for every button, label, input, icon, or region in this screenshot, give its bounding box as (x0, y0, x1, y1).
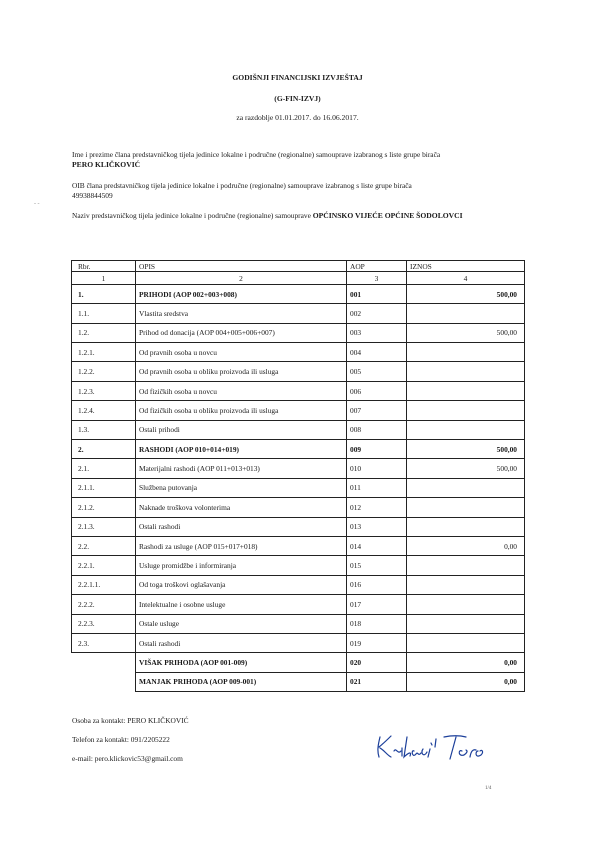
row-description: Od fizičkih osoba u novcu (136, 381, 347, 400)
row-rbr: 1.2.1. (72, 343, 136, 362)
row-rbr: 2.2.1. (72, 556, 136, 575)
row-description: Ostali prihodi (136, 420, 347, 439)
row-amount: 500,00 (407, 440, 525, 459)
contact-person: Osoba za kontakt: PERO KLIČKOVIĆ (72, 716, 189, 725)
member-name-block (72, 150, 524, 169)
table-row (72, 420, 525, 439)
row-aop: 012 (347, 498, 407, 517)
row-aop: 003 (347, 323, 407, 342)
row-description: PRIHODI (AOP 002+003+008) (136, 284, 347, 303)
member-oib-value: 49938844509 (72, 190, 113, 200)
row-aop: 005 (347, 362, 407, 381)
column-number-row (72, 272, 525, 285)
signature-stroke (444, 736, 483, 759)
table-row (72, 672, 525, 691)
table-row (72, 498, 525, 517)
row-description: Od toga troškovi oglašavanja (136, 575, 347, 594)
row-description: Materijalni rashodi (AOP 011+013+013) (136, 459, 347, 478)
representative-body-value: OPĆINSKO VIJEĆE OPĆINE ŠODOLOVCI (312, 211, 463, 220)
row-rbr: 2. (72, 440, 136, 459)
row-amount (407, 362, 525, 381)
row-amount (407, 304, 525, 323)
table-row (72, 478, 525, 497)
row-aop: 014 (347, 536, 407, 555)
row-description: Od fizičkih osoba u obliku proizvoda ili usluga (136, 401, 347, 420)
row-amount (407, 420, 525, 439)
row-description: Rashodi za usluge (AOP 015+017+018) (136, 536, 347, 555)
row-amount: 0,00 (407, 672, 525, 691)
row-amount (407, 595, 525, 614)
row-rbr: 2.2.2. (72, 595, 136, 614)
representative-body-label: Naziv predstavničkog tijela jedinice lokalne i područne (regionalne) samouprave (72, 211, 311, 220)
row-aop: 013 (347, 517, 407, 536)
table-header-row (72, 261, 525, 272)
row-amount (407, 401, 525, 420)
row-amount (407, 575, 525, 594)
row-rbr: 1.2. (72, 323, 136, 342)
row-amount (407, 614, 525, 633)
row-rbr: 2.3. (72, 633, 136, 652)
representative-body-block (72, 211, 524, 221)
row-amount (407, 381, 525, 400)
table-row (72, 653, 525, 672)
row-description: Prihod od donacija (AOP 004+005+006+007) (136, 323, 347, 342)
header-rbr: Rbr. (72, 261, 136, 272)
row-aop: 011 (347, 478, 407, 497)
row-amount: 500,00 (407, 459, 525, 478)
row-aop: 009 (347, 440, 407, 459)
reporting-period: za razdoblje 01.01.2017. do 16.06.2017. (236, 113, 359, 122)
row-aop: 001 (347, 284, 407, 303)
table-row (72, 614, 525, 633)
member-name-label: Ime i prezime člana predstavničkog tijela jedinice lokalne i područne (regionalne) samouprave izabranog s liste grupe birača (72, 150, 441, 159)
row-rbr: 1. (72, 284, 136, 303)
row-amount: 0,00 (407, 536, 525, 555)
row-rbr: 2.1.2. (72, 498, 136, 517)
row-description: Od pravnih osoba u obliku proizvoda ili usluga (136, 362, 347, 381)
table-row (72, 556, 525, 575)
row-rbr: 2.2.3. (72, 614, 136, 633)
table-row (72, 284, 525, 303)
table-row (72, 459, 525, 478)
row-rbr: 1.2.4. (72, 401, 136, 420)
table-row (72, 381, 525, 400)
row-description: Ostali rashodi (136, 633, 347, 652)
member-oib-block (72, 181, 524, 200)
row-aop: 019 (347, 633, 407, 652)
margin-mark: - - (34, 201, 40, 207)
row-description: Službena putovanja (136, 478, 347, 497)
row-rbr: 1.3. (72, 420, 136, 439)
row-rbr: 2.2.1.1. (72, 575, 136, 594)
column-number: 4 (407, 272, 525, 285)
table-row (72, 323, 525, 342)
header-iznos: IZNOS (407, 261, 525, 272)
document-code: (G-FIN-IZVJ) (274, 94, 321, 103)
row-description: RASHODI (AOP 010+014+019) (136, 440, 347, 459)
row-amount (407, 633, 525, 652)
handwritten-signature (374, 729, 524, 765)
table-row (72, 517, 525, 536)
page-mark: 1/4 (485, 786, 492, 791)
row-description: Vlastita sredstva (136, 304, 347, 323)
table-row (72, 343, 525, 362)
column-number: 3 (347, 272, 407, 285)
row-aop: 010 (347, 459, 407, 478)
row-amount (407, 478, 525, 497)
table-row (72, 595, 525, 614)
row-amount: 0,00 (407, 653, 525, 672)
row-rbr: 1.2.2. (72, 362, 136, 381)
row-amount (407, 343, 525, 362)
row-description: MANJAK PRIHODA (AOP 009-001) (136, 672, 347, 691)
table-row (72, 633, 525, 652)
table-row (72, 575, 525, 594)
row-rbr (72, 653, 136, 672)
table-row (72, 401, 525, 420)
document-title: GODIŠNJI FINANCIJSKI IZVJEŠTAJ (232, 73, 363, 82)
row-description: VIŠAK PRIHODA (AOP 001-009) (136, 653, 347, 672)
row-rbr (72, 672, 136, 691)
row-rbr: 2.1.1. (72, 478, 136, 497)
row-aop: 021 (347, 672, 407, 691)
row-description: Ostali rashodi (136, 517, 347, 536)
row-description: Naknade troškova volonterima (136, 498, 347, 517)
row-amount (407, 498, 525, 517)
row-aop: 008 (347, 420, 407, 439)
financial-report-table (71, 260, 525, 692)
row-aop: 002 (347, 304, 407, 323)
row-amount: 500,00 (407, 284, 525, 303)
row-description: Usluge promidžbe i informiranja (136, 556, 347, 575)
header-opis: OPIS (136, 261, 347, 272)
column-number: 1 (72, 272, 136, 285)
table-row (72, 536, 525, 555)
contact-phone: Telefon za kontakt: 091/2205222 (72, 735, 170, 744)
row-aop: 017 (347, 595, 407, 614)
table-row (72, 440, 525, 459)
row-aop: 015 (347, 556, 407, 575)
table-row (72, 362, 525, 381)
row-aop: 018 (347, 614, 407, 633)
member-name-value: PERO KLIČKOVIĆ (72, 159, 141, 169)
row-aop: 016 (347, 575, 407, 594)
row-aop: 004 (347, 343, 407, 362)
row-rbr: 2.2. (72, 536, 136, 555)
row-aop: 020 (347, 653, 407, 672)
row-amount (407, 556, 525, 575)
row-rbr: 2.1.3. (72, 517, 136, 536)
row-description: Od pravnih osoba u novcu (136, 343, 347, 362)
signature-stroke (378, 736, 436, 757)
header-aop: AOP (347, 261, 407, 272)
table-row (72, 304, 525, 323)
row-description: Intelektualne i osobne usluge (136, 595, 347, 614)
row-aop: 007 (347, 401, 407, 420)
row-rbr: 1.2.3. (72, 381, 136, 400)
row-amount: 500,00 (407, 323, 525, 342)
contact-email: e-mail: pero.klickovic53@gmail.com (72, 754, 183, 763)
column-number: 2 (136, 272, 347, 285)
row-rbr: 1.1. (72, 304, 136, 323)
row-rbr: 2.1. (72, 459, 136, 478)
row-amount (407, 517, 525, 536)
member-oib-label: OIB člana predstavničkog tijela jedinice lokalne i područne (regionalne) samouprave izabranog s liste grupe birača (72, 181, 412, 190)
row-aop: 006 (347, 381, 407, 400)
row-description: Ostale usluge (136, 614, 347, 633)
